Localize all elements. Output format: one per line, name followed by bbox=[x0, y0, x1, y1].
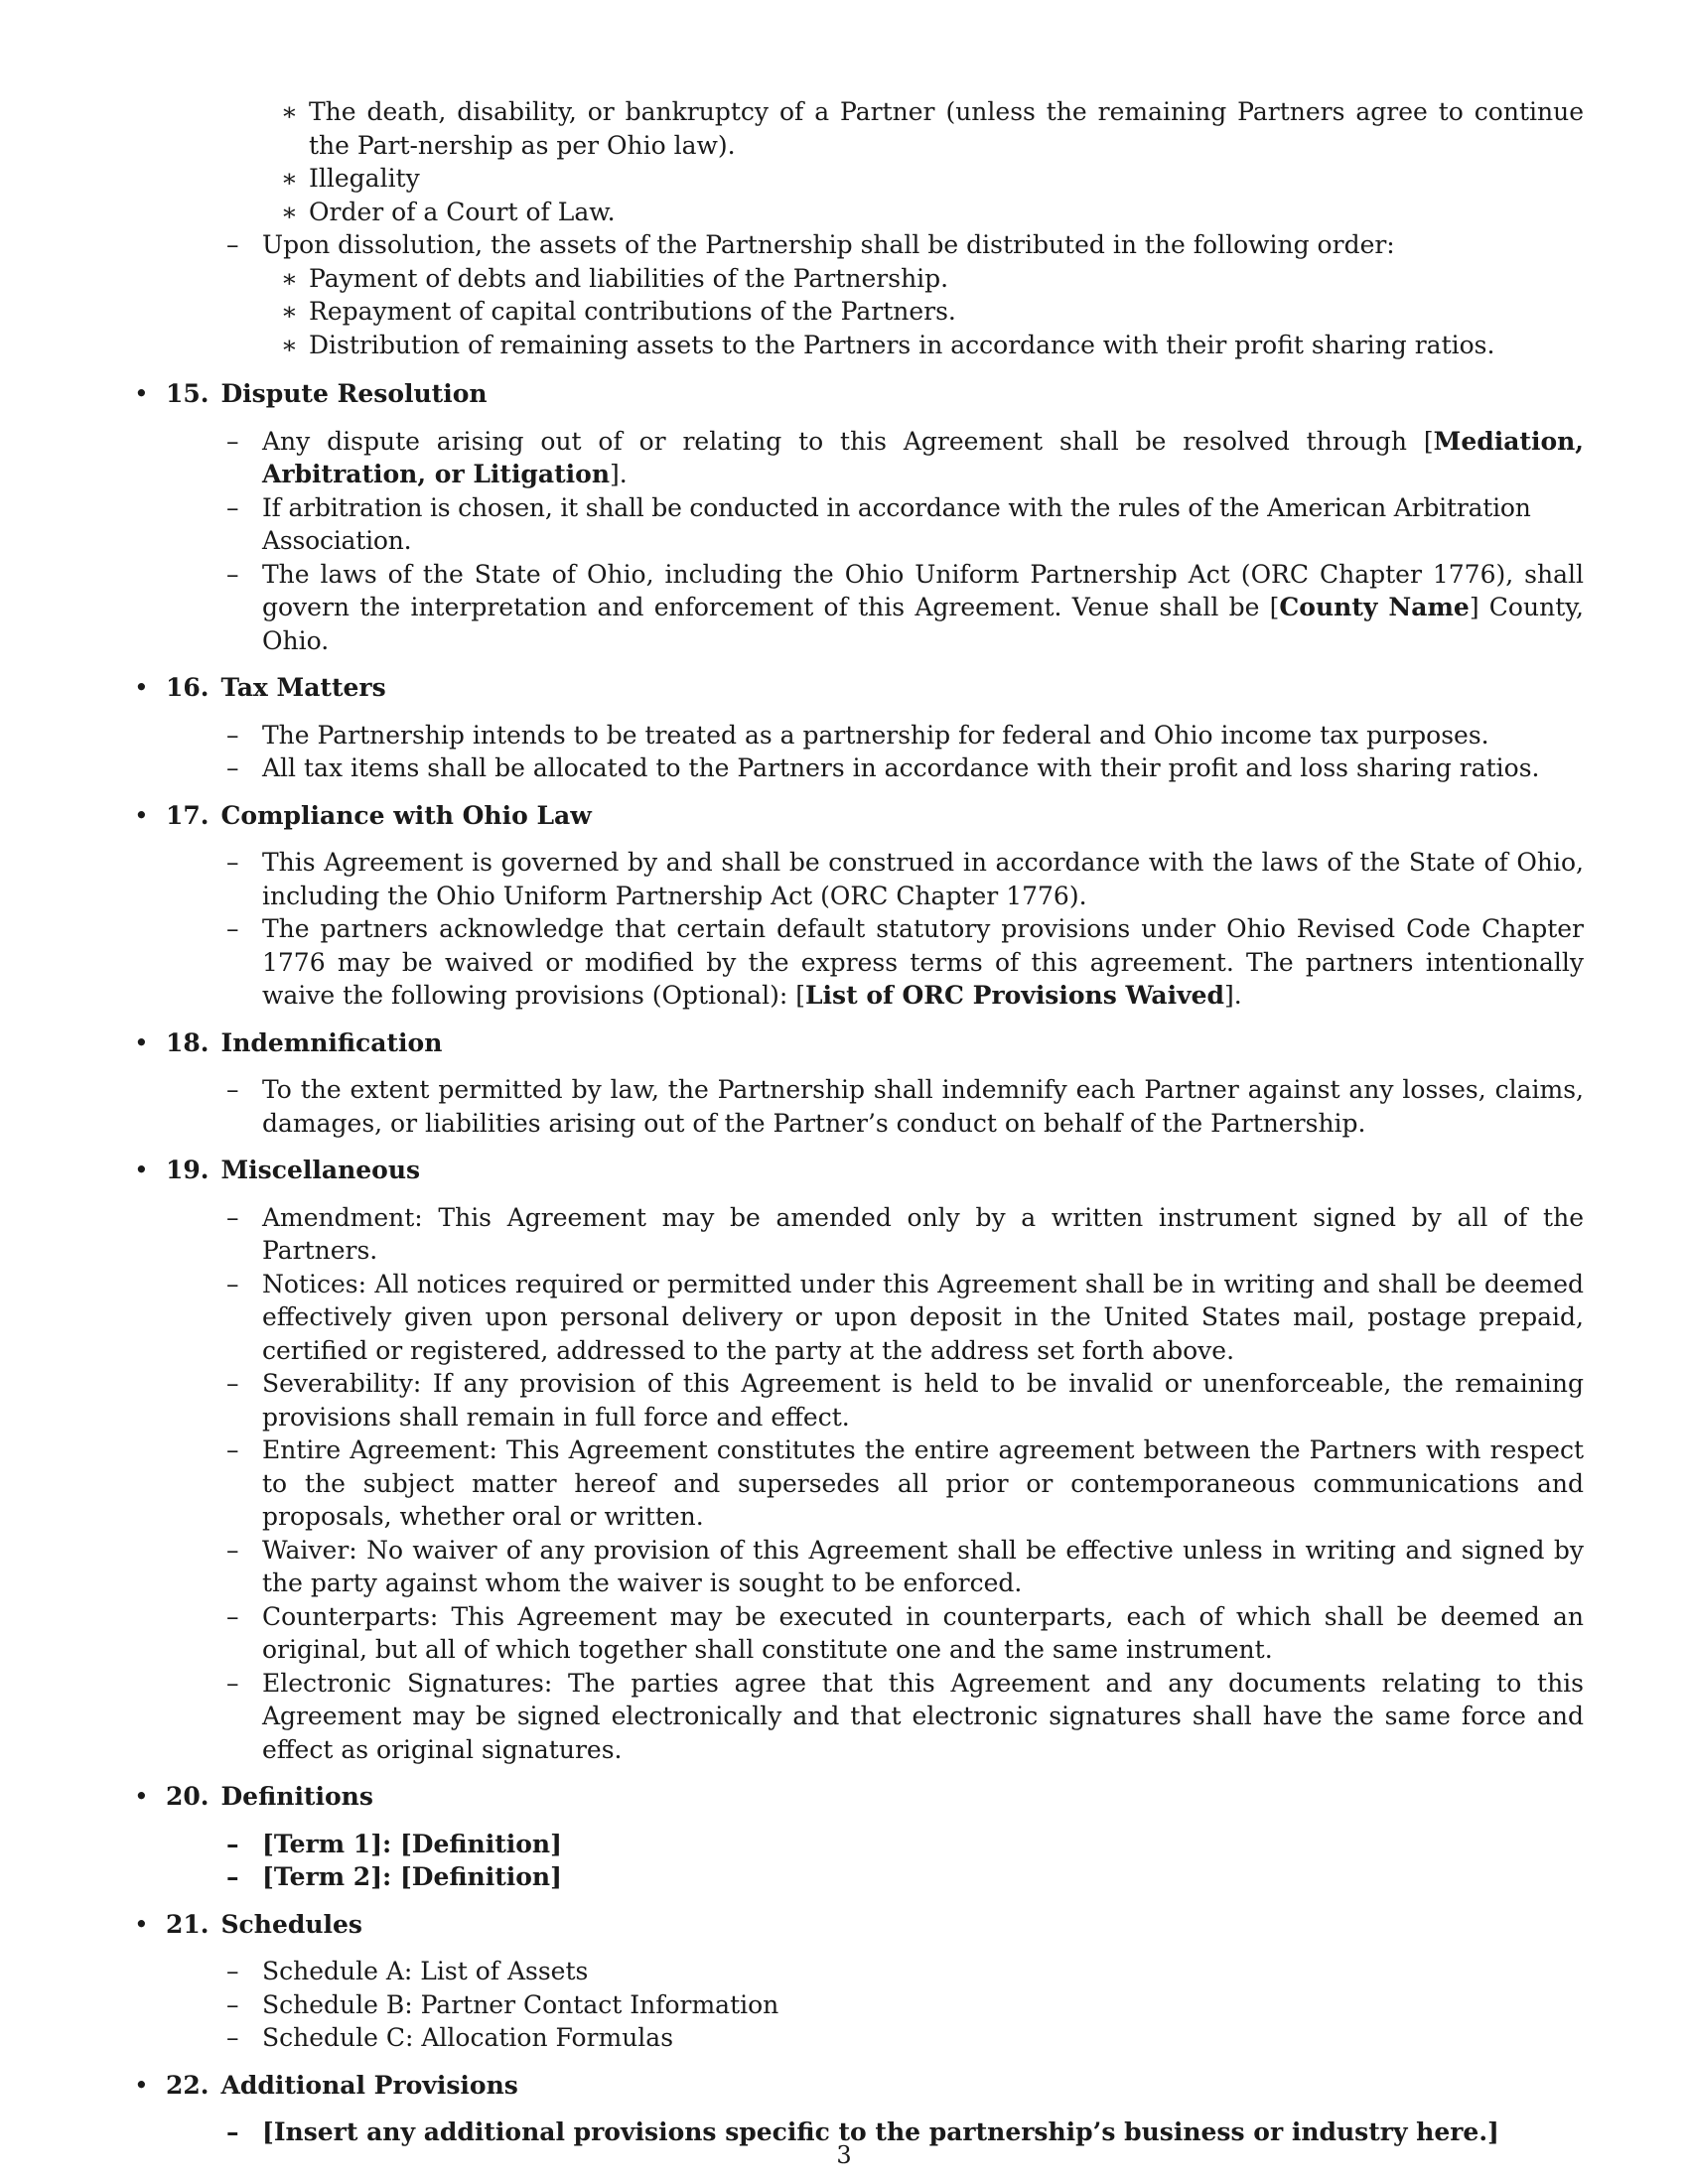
section-number: 20. bbox=[166, 1782, 210, 1811]
page-number: 3 bbox=[836, 2141, 852, 2169]
list-item: – Amendment: This Agreement may be amended only by a written instrument signed by all of the Partners. bbox=[226, 1201, 1584, 1268]
section-heading-indemnification bbox=[134, 1026, 1584, 1060]
section-title: Additional Provisions bbox=[220, 2070, 518, 2100]
list-item: – Entire Agreement: This Agreement constitutes the entire agreement between the Partners with respect to the subject matter hereof and supersedes all prior or contemporaneous communications and proposals, whether oral or written. bbox=[226, 1433, 1584, 1534]
list-item: – [Term 1]: [Definition] bbox=[226, 1828, 1584, 1861]
section-number: 18. bbox=[166, 1027, 210, 1057]
section-number: 15. bbox=[166, 379, 210, 408]
list-item: – To the extent permitted by law, the Partnership shall indemnify each Partner against any losses, claims, damages, or liabilities arising out of the Partner’s conduct on behalf of the Partnership. bbox=[226, 1073, 1584, 1140]
list-item: – [Term 2]: [Definition] bbox=[226, 1860, 1584, 1894]
section-heading-miscellaneous bbox=[134, 1154, 1584, 1187]
section-heading-dispute-resolution bbox=[134, 377, 1584, 411]
section-title: Miscellaneous bbox=[220, 1156, 421, 1184]
list-item: – Electronic Signatures: The parties agree that this Agreement and any documents relating to this Agreement may be signed electronically and that electronic signatures shall have the same force and effect as original signatures. bbox=[226, 1667, 1584, 1767]
section-heading-additional-provisions bbox=[134, 2069, 1584, 2103]
list-item: – The laws of the State of Ohio, including the Ohio Uniform Partnership Act (ORC Chapter 1776), shall govern the interpretation and enforcement of this Agreement. Venue shall be [County Name] County, Ohio. bbox=[226, 558, 1584, 658]
list-item: ∗ Repayment of capital contributions of the Partners. bbox=[279, 295, 1584, 329]
section-title: Tax Matters bbox=[220, 673, 386, 702]
list-item: – Schedule B: Partner Contact Information bbox=[226, 1988, 1584, 2022]
list-item: – The partners acknowledge that certain default statutory provisions under Ohio Revised Code Chapter 1776 may be waived or modified by the express terms of this agreement. The partners intentionally waive the following provisions (Optional): [List of ORC Provisions Waived]. bbox=[226, 912, 1584, 1013]
list-item: – The Partnership intends to be treated as a partnership for federal and Ohio income tax purposes. bbox=[226, 719, 1584, 752]
section-heading-compliance-ohio-law bbox=[134, 799, 1584, 833]
list-item: – All tax items shall be allocated to the Partners in accordance with their profit and loss sharing ratios. bbox=[226, 751, 1584, 785]
list-item: – Severability: If any provision of this Agreement is held to be invalid or unenforceable, the remaining provisions shall remain in full force and effect. bbox=[226, 1367, 1584, 1433]
list-item: – Any dispute arising out of or relating to this Agreement shall be resolved through [Mediation, Arbitration, or Litigation]. bbox=[226, 425, 1584, 491]
section-number: 16. bbox=[166, 673, 210, 702]
document-body bbox=[134, 95, 1584, 2149]
list-item: – Waiver: No waiver of any provision of this Agreement shall be effective unless in writing and signed by the party against whom the waiver is sought to be enforced. bbox=[226, 1534, 1584, 1600]
list-item: ∗ Order of a Court of Law. bbox=[279, 196, 1584, 229]
section-number: 21. bbox=[166, 1909, 210, 1939]
section-title: Dispute Resolution bbox=[220, 379, 488, 408]
section-heading-definitions bbox=[134, 1780, 1584, 1814]
list-item: ∗ Distribution of remaining assets to the Partners in accordance with their profit sharing ratios. bbox=[279, 329, 1584, 362]
list-item: – Schedule A: List of Assets bbox=[226, 1955, 1584, 1988]
list-item: – If arbitration is chosen, it shall be conducted in accordance with the rules of the American Arbitration Association. bbox=[226, 491, 1584, 558]
section-number: 17. bbox=[166, 800, 210, 830]
list-item: – [Insert any additional provisions specific to the partnership’s business or industry here.] bbox=[226, 2116, 1584, 2149]
list-item: – Upon dissolution, the assets of the Partnership shall be distributed in the following order: bbox=[226, 228, 1584, 262]
list-item: – This Agreement is governed by and shall be construed in accordance with the laws of the State of Ohio, including the Ohio Uniform Partnership Act (ORC Chapter 1776). bbox=[226, 846, 1584, 912]
list-item: – Counterparts: This Agreement may be executed in counterparts, each of which shall be deemed an original, but all of which together shall constitute one and the same instrument. bbox=[226, 1600, 1584, 1667]
section-title: Schedules bbox=[220, 1909, 362, 1939]
list-item: – Schedule C: Allocation Formulas bbox=[226, 2021, 1584, 2055]
section-title: Definitions bbox=[220, 1782, 373, 1811]
section-heading-schedules bbox=[134, 1908, 1584, 1942]
section-number: 19. bbox=[166, 1156, 210, 1184]
section-heading-tax-matters bbox=[134, 671, 1584, 705]
list-item: ∗ Illegality bbox=[279, 162, 1584, 196]
list-item: ∗ Payment of debts and liabilities of the Partnership. bbox=[279, 262, 1584, 296]
section-title: Compliance with Ohio Law bbox=[220, 800, 592, 830]
list-item: – Notices: All notices required or permitted under this Agreement shall be in writing and shall be deemed effectively given upon personal delivery or upon deposit in the United States mail, postage prepaid, certified or registered, addressed to the party at the address set forth above. bbox=[226, 1268, 1584, 1368]
section-title: Indemnification bbox=[220, 1027, 443, 1057]
section-number: 22. bbox=[166, 2070, 210, 2100]
list-item: ∗ The death, disability, or bankruptcy of a Partner (unless the remaining Partners agree to continue the Part-nership as per Ohio law). bbox=[279, 95, 1584, 162]
